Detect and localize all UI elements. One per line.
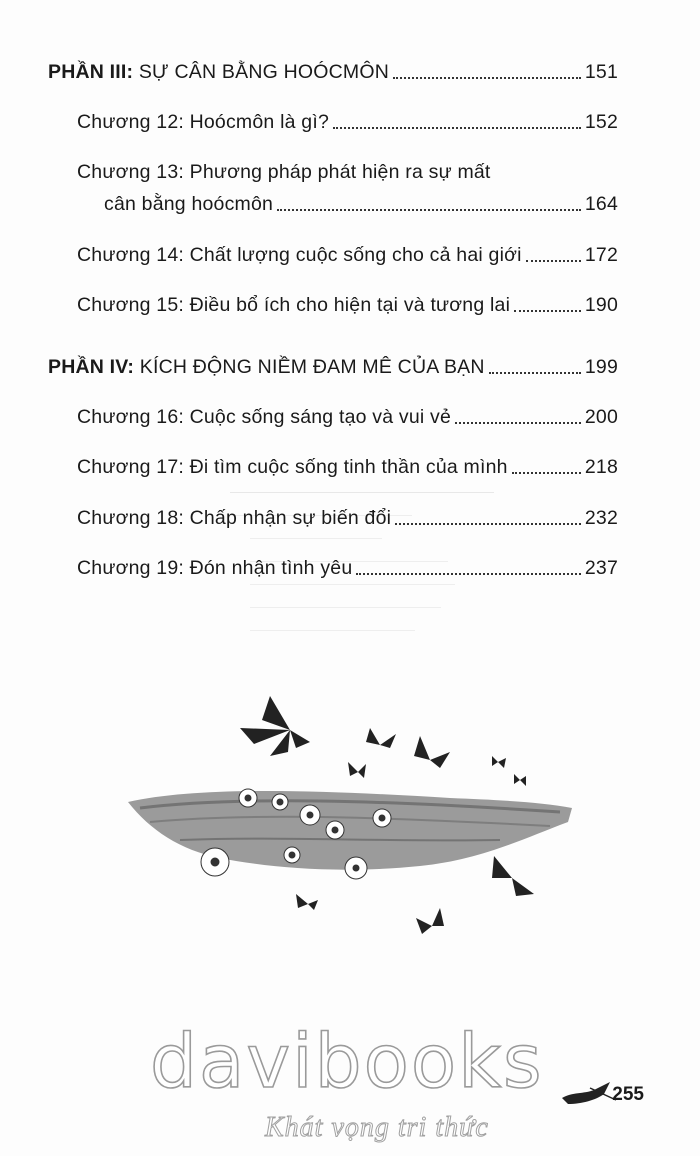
dot-leader	[455, 422, 581, 424]
page-ref: 152	[584, 111, 618, 133]
toc-chapter-15	[77, 293, 618, 317]
dot-leader	[356, 573, 580, 575]
butterflies-flowers-illustration	[120, 690, 580, 950]
page-ref: 237	[584, 557, 618, 579]
toc-chapter-19	[77, 556, 618, 580]
page-number: 255	[612, 1084, 644, 1105]
chapter-title: Hoócmôn là gì?	[189, 111, 329, 133]
brush-stroke	[128, 791, 572, 870]
chapter-title: Cuộc sống sáng tạo và vui vẻ	[189, 406, 452, 428]
page-ref: 199	[584, 356, 618, 378]
toc-part-3	[48, 60, 618, 84]
part-label: PHẦN III:	[48, 61, 134, 83]
chapter-title-line2: cân bằng hoócmôn	[104, 193, 274, 215]
part-title: SỰ CÂN BẰNG HOÓCMÔN	[138, 61, 389, 83]
chapter-title: Điều bổ ích cho hiện tại và tương lai	[189, 294, 511, 316]
chapter-label: Chương 16:	[77, 406, 184, 428]
chapter-label: Chương 17:	[77, 456, 184, 478]
toc-chapter-13	[77, 160, 618, 216]
chapter-label: Chương 18:	[77, 507, 184, 529]
page-ref: 200	[584, 406, 618, 428]
page-ref: 164	[584, 193, 618, 215]
toc-part-4	[48, 355, 618, 379]
page-ref: 232	[584, 507, 618, 529]
toc-chapter-18	[77, 506, 618, 530]
dot-leader	[489, 372, 581, 374]
page-ref: 151	[584, 61, 618, 83]
chapter-label: Chương 19:	[77, 557, 184, 579]
toc-chapter-17	[77, 455, 618, 479]
watermark-brand: davibooks	[150, 1019, 544, 1105]
chapter-label: Chương 12:	[77, 111, 184, 133]
chapter-title: Chấp nhận sự biến đổi	[189, 507, 392, 529]
part-title: KÍCH ĐỘNG NIỀM ĐAM MÊ CỦA BẠN	[139, 356, 485, 378]
page-ref: 190	[584, 294, 618, 316]
chapter-title-line1: Phương pháp phát hiện ra sự mất	[189, 161, 491, 183]
chapter-title: Đón nhận tình yêu	[189, 557, 353, 579]
dot-leader	[514, 310, 581, 312]
chapter-title: Chất lượng cuộc sống cho cả hai giới	[189, 244, 522, 266]
chapter-label: Chương 14:	[77, 244, 184, 266]
watermark-tagline: Khát vọng tri thức	[265, 1112, 489, 1143]
page-ref: 172	[584, 244, 618, 266]
toc-chapter-14	[77, 243, 618, 267]
toc-chapter-16	[77, 405, 618, 429]
chapter-title: Đi tìm cuộc sống tinh thần của mình	[189, 456, 508, 478]
toc-chapter-12	[77, 110, 618, 134]
dot-leader	[526, 260, 581, 262]
dot-leader	[395, 523, 581, 525]
part-label: PHẦN IV:	[48, 356, 135, 378]
dot-leader	[512, 472, 581, 474]
chapter-label: Chương 13:	[77, 161, 184, 183]
dot-leader	[277, 209, 581, 211]
dot-leader	[393, 77, 581, 79]
chapter-label: Chương 15:	[77, 294, 184, 316]
page-ref: 218	[584, 456, 618, 478]
dot-leader	[333, 127, 581, 129]
quill-pen-icon	[560, 1080, 618, 1108]
